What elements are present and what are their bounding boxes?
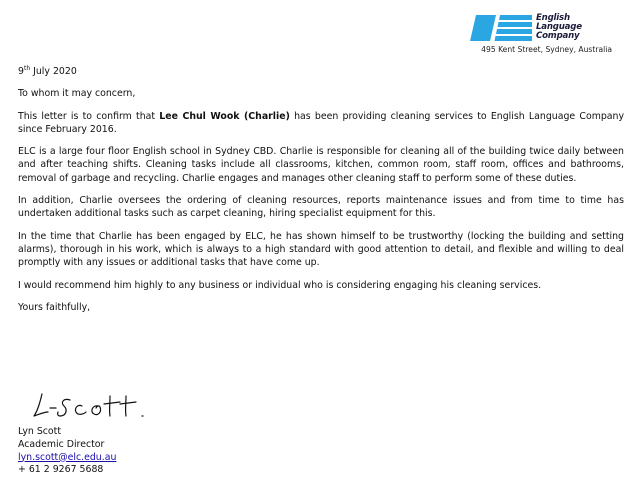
paragraph-recommendation: I would recommend him highly to any business or individual who is considering engaging his cleaning services. (18, 279, 542, 291)
logo-word-3: Company (536, 31, 580, 41)
paragraph-additional: In addition, Charlie oversees the ordering of cleaning resources, reports maintenance issues and from time to time has undertaken additional tasks such as carpet cleaning, hiring specialist equipment for this. (18, 195, 624, 220)
paragraph-duties: ELC is a large four floor English school in Sydney CBD. Charlie is responsible for cleaning all of the building twice daily between and after teaching shifts. Cleaning tasks include all classrooms, kitchen, common room, staff room, offices and bathrooms, removal of garbage and recycling. Charlie engages and manages other cleaning staff to perform some of these duties. (18, 146, 624, 184)
paragraph-confirmation (18, 110, 624, 137)
date-suffix: th (23, 64, 31, 72)
signature-block (18, 426, 116, 477)
elc-logo (470, 13, 595, 43)
logo-mark-icon (470, 15, 532, 41)
paragraph-1-intro: This letter is to confirm that (18, 110, 160, 122)
logo-wordmark (536, 14, 596, 41)
letter-date (18, 65, 624, 78)
closing: Yours faithfully, (18, 301, 91, 313)
employee-name: Lee Chul Wook (Charlie) (159, 110, 290, 122)
paragraph-character: In the time that Charlie has been engaged by ELC, he has shown himself to be trustworthy (locking the building and setting alarms), thorough in his work, which is always to a high standard with good attention to detail, and flexible and willing to deal promptly with any issues or additional tasks that have come up. (18, 230, 624, 269)
salutation: To whom it may concern, (18, 88, 136, 100)
signer-title: Academic Director (18, 438, 105, 450)
handwritten-signature (30, 390, 165, 426)
company-address: 495 Kent Street, Sydney, Australia (481, 45, 612, 54)
letter-body (18, 65, 624, 314)
logo-word-2: Language (536, 22, 582, 32)
date-day: 9 (18, 66, 24, 77)
signer-phone: + 61 2 9267 5688 (18, 464, 104, 476)
signer-name: Lyn Scott (18, 426, 62, 437)
signature-icon (30, 390, 165, 422)
logo-word-1: English (536, 13, 570, 23)
signer-email-link[interactable]: lyn.scott@elc.edu.au (18, 451, 117, 463)
paragraph-1-rest: has been providing cleaning services to English Language Company since February 2016. (18, 110, 625, 135)
date-month-year: July 2020 (30, 66, 77, 77)
